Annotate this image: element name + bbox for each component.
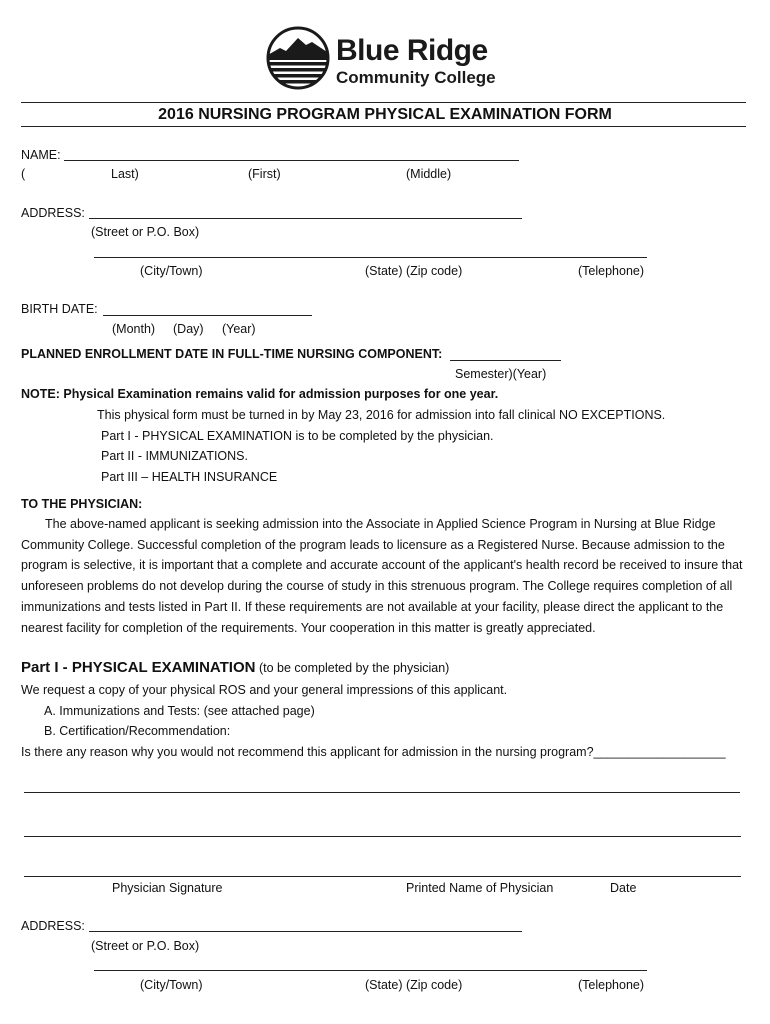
signature-line[interactable] — [24, 876, 741, 877]
date-caption: Date — [610, 881, 637, 895]
physician-signature-caption: Physician Signature — [112, 881, 223, 895]
birth-date-label: BIRTH DATE: — [21, 302, 98, 316]
address-label: ADDRESS: — [21, 206, 85, 220]
physician-address-label: ADDRESS: — [21, 919, 85, 933]
birth-month-caption: (Month) — [112, 322, 156, 336]
title-top-rule — [21, 102, 746, 103]
part1-question: Is there any reason why you would not recommend this applicant for admission in the nursing program?___________________ — [21, 745, 726, 759]
note-line-deadline: This physical form must be turned in by May 23, 2016 for admission into fall clinical NO EXCEPTIONS. — [97, 408, 666, 422]
birth-date-field[interactable] — [103, 315, 312, 316]
note-line-part2: Part II - IMMUNIZATIONS. — [101, 449, 248, 463]
physician-paragraph-text: The above-named applicant is seeking admission into the Associate in Applied Science Program in Nursing at Blue Ridge Community College. Successful completion of the program leads to licensure as a Registered Nurse. Because admission to the program is selective, it is important that a complete and accurate account of the applicant's health record be received to insure that unforeseen problems do not develop during the course of study in this strenuous program. The College requires completion of all immunizations and tests listed in Part II. If these requirements are not available at your facility, please direct the applicant to the nearest facility for completion of the requirements. Your cooperation in this matter is greatly appreciated. — [21, 517, 743, 635]
physician-address-street-caption: (Street or P.O. Box) — [91, 939, 200, 953]
address-city-caption: (City/Town) — [140, 264, 203, 278]
address-telephone-caption: (Telephone) — [578, 264, 645, 278]
college-logo — [266, 26, 506, 92]
note-heading: NOTE: Physical Examination remains valid for admission purposes for one year. — [21, 387, 499, 401]
physician-address-state-zip-caption: (State) (Zip code) — [365, 978, 463, 992]
logo-college-name: Blue Ridge — [336, 34, 488, 67]
physician-address-street-field[interactable] — [89, 931, 522, 932]
physician-address-city-field[interactable] — [94, 970, 647, 971]
physician-heading: TO THE PHYSICIAN: — [21, 497, 143, 511]
name-last-caption: Last) — [111, 167, 139, 181]
form-title: 2016 NURSING PROGRAM PHYSICAL EXAMINATION FORM — [158, 106, 612, 123]
part1-heading: Part I - PHYSICAL EXAMINATION — [21, 659, 256, 676]
enrollment-date-field[interactable] — [450, 360, 561, 361]
mountain-logo-icon — [266, 26, 330, 90]
part1-item-b: B. Certification/Recommendation: — [44, 724, 231, 738]
part1-note: (to be completed by the physician) — [258, 661, 450, 675]
name-field[interactable] — [64, 160, 519, 161]
physician-paragraph — [21, 514, 749, 638]
birth-day-caption: (Day) — [173, 322, 204, 336]
physician-address-telephone-caption: (Telephone) — [578, 978, 645, 992]
address-state-zip-caption: (State) (Zip code) — [365, 264, 463, 278]
birth-year-caption: (Year) — [222, 322, 256, 336]
note-line-part1: Part I - PHYSICAL EXAMINATION is to be completed by the physician. — [101, 429, 494, 443]
address-street-field[interactable] — [89, 218, 522, 219]
address-city-field[interactable] — [94, 257, 647, 258]
enrollment-caption: Semester)(Year) — [455, 367, 547, 381]
part1-heading-row — [21, 660, 449, 675]
recommendation-line-2[interactable] — [24, 836, 741, 837]
name-label: NAME: — [21, 148, 61, 162]
name-paren: ( — [21, 167, 26, 181]
part1-item-a: A. Immunizations and Tests: (see attached page) — [44, 704, 315, 718]
logo-college-subtitle: Community College — [336, 68, 496, 87]
note-line-part3: Part III – HEALTH INSURANCE — [101, 470, 278, 484]
name-middle-caption: (Middle) — [406, 167, 452, 181]
physician-address-city-caption: (City/Town) — [140, 978, 203, 992]
title-bottom-rule — [21, 126, 746, 127]
part1-request: We request a copy of your physical ROS and your general impressions of this applicant. — [21, 683, 508, 697]
recommendation-line-1[interactable] — [24, 792, 740, 793]
enrollment-label: PLANNED ENROLLMENT DATE IN FULL-TIME NURSING COMPONENT: — [21, 347, 443, 361]
name-first-caption: (First) — [248, 167, 281, 181]
address-street-caption: (Street or P.O. Box) — [91, 225, 200, 239]
printed-name-caption: Printed Name of Physician — [406, 881, 554, 895]
